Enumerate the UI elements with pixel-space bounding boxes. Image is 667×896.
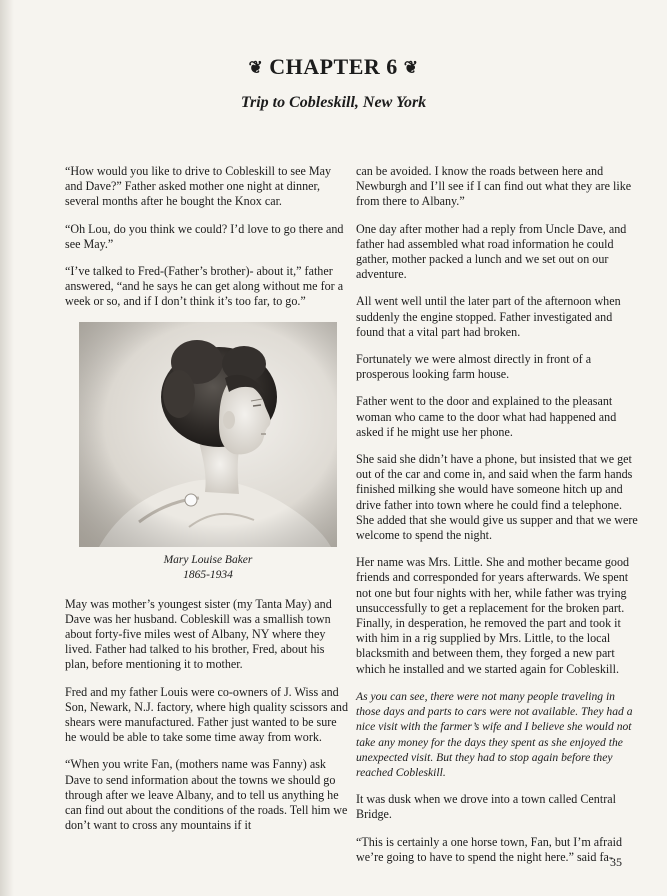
paragraph: All went well until the later part of the afternoon when suddenly the engine stopped. Father investigated and found that a vital part had broken. <box>356 294 621 339</box>
caption-years: 1865-1934 <box>183 568 233 581</box>
paragraph: It was dusk when we drove into a town called Central Bridge. <box>356 792 616 822</box>
caption-name: Mary Louise Baker <box>163 553 253 566</box>
paragraph: “This is certainly a one horse town, Fan, but I’m afraid we’re going to have to spend the night here.” said fa- <box>356 834 622 864</box>
paragraph: “I’ve talked to Fred-(Father’s brother)- about it,” father answered, “and he says he can get along without me for a week or so, and if I don’t think it’s too far, to go.” <box>65 264 344 309</box>
paragraph: can be avoided. I know the roads between here and Newburgh and I’ll see if I can find out what they are like from there to Albany.” <box>356 164 632 209</box>
left-column <box>65 164 350 845</box>
paragraph: She said she didn’t have a phone, but insisted that we get out of the car and come in, and said when the farm hands finished milking she would have someone hitch up and drive father into town where he could find a telephone. She added that she would give us supper and that we were welcome to spend the night. <box>356 452 638 543</box>
page-gutter-shadow <box>0 0 14 896</box>
paragraph: Father went to the door and explained to the pleasant woman who came to the door what had happened and asked if he might use her phone. <box>356 394 617 439</box>
page-number: 35 <box>610 855 622 869</box>
fleuron-left-icon: ❦ <box>248 58 264 77</box>
chapter-heading <box>0 54 667 80</box>
chapter-subtitle: Trip to Cobleskill, New York <box>240 94 427 111</box>
paragraph: Her name was Mrs. Little. She and mother became good friends and corresponded for years afterwards. We spent not one but four nights with her, while father was trying unsuccessfully to get a replacement for the broken part. Finally, in desperation, he removed the part and took it with him in a rig supplied by Mrs. Little, to the local blacksmith and between them, they forged a new part which he installed and we started again for Cobleskill. <box>356 555 630 676</box>
paragraph: “Oh Lou, do you think we could? I’d love to go there and see May.” <box>65 221 344 251</box>
portrait-illustration <box>79 322 337 547</box>
chapter-title: CHAPTER 6 <box>269 54 398 79</box>
portrait-photo <box>79 322 337 547</box>
paragraph: “When you write Fan, (mothers name was Fanny) ask Dave to send information about the towns we should go through after we leave Albany, and to tell us anything he can find out about the conditions of the roads. Tell him we don’t want to cross any mountains if it <box>65 757 348 833</box>
paragraph: One day after mother had a reply from Uncle Dave, and father had assembled what road information he could gather, mother packed a lunch and we set out on our adventure. <box>356 221 627 282</box>
paragraph: Fortunately we were almost directly in front of a prosperous looking farm house. <box>356 352 592 382</box>
italic-commentary: As you can see, there were not many people traveling in those days and parts to cars were not available. They had a nice visit with the farmer’s wife and I believe she would not take any money for the days they spent as she enjoyed the unexpected visit. But they had to stop again before they reached Cobleskill. <box>356 689 633 779</box>
figure-caption <box>79 553 337 583</box>
paragraph: May was mother’s youngest sister (my Tanta May) and Dave was her husband. Cobleskill was a smallish town about forty-five miles west of Albany, NY where they lived. Father had talked to his brother, Fred, about his plan, before mentioning it to mother. <box>65 596 332 672</box>
fleuron-right-icon: ❦ <box>403 58 419 77</box>
paragraph: Fred and my father Louis were co-owners of J. Wiss and Son, Newark, N.J. factory, where high quality scissors and shears were manufactured. Father just wanted to be sure he would be able to take some time away from work. <box>65 684 349 745</box>
right-column <box>356 164 638 877</box>
paragraph: “How would you like to drive to Cobleskill to see May and Dave?” Father asked mother one night at dinner, several months after he bought the Knox car. <box>65 164 332 209</box>
portrait-figure <box>79 322 337 583</box>
